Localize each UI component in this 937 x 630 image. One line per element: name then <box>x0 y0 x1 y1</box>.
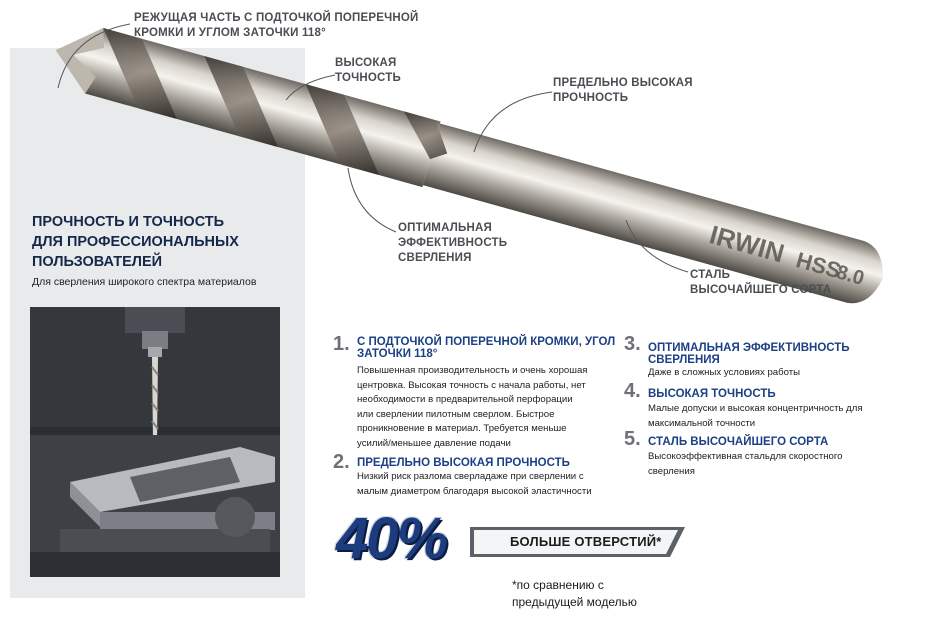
feature-3 <box>624 334 924 382</box>
feature-description: Низкий риск разлома сверладаже при сверлении с малым диаметром благодаря высокой эластичности <box>357 471 592 497</box>
feature-title: ПРЕДЕЛЬНО ВЫСОКАЯ ПРОЧНОСТЬ <box>357 457 570 469</box>
feature-number: 5. <box>624 428 641 450</box>
drill-size-marking: 8.0 <box>833 261 867 290</box>
callout-top-steel: СТАЛЬ ВЫСОЧАЙШЕГО СОРТА <box>690 269 832 296</box>
feature-description: Повышенная производительность и очень хорошая центровка. Высокая точность с начала работы, нет необходимости в предварительной перфорации или сверлении пилотным сверлом. Быстрое проникновение в материал. Требуется меньше усилий/меньшее давление подачи <box>357 365 588 449</box>
feature-title: СТАЛЬ ВЫСОЧАЙШЕГО СОРТА <box>648 436 829 448</box>
feature-title: С ПОДТОЧКОЙ ПОПЕРЕЧНОЙ КРОМКИ, УГОЛ ЗАТОЧКИ 118° <box>357 336 616 360</box>
feature-1 <box>333 334 623 449</box>
feature-description: Даже в сложных условиях работы <box>648 367 801 378</box>
feature-number: 2. <box>333 451 350 473</box>
left-subheading: Для сверления широкого спектра материалов <box>32 276 257 288</box>
drill-grade-marking: HSS <box>793 247 844 284</box>
feature-title: ОПТИМАЛЬНАЯ ЭФФЕКТИВНОСТЬ СВЕРЛЕНИЯ <box>648 342 850 366</box>
callout-high-accuracy: ВЫСОКАЯ ТОЧНОСТЬ <box>335 57 401 84</box>
drill-brand-marking: IRWIN <box>706 219 788 269</box>
feature-description: Высокоэффективная стальдля скоростного сверления <box>648 451 843 477</box>
feature-number: 3. <box>624 333 641 355</box>
feature-number: 1. <box>333 333 350 355</box>
feature-4 <box>624 381 924 429</box>
callout-max-strength: ПРЕДЕЛЬНО ВЫСОКАЯ ПРОЧНОСТЬ <box>553 77 693 104</box>
left-heading: ПРОЧНОСТЬ И ТОЧНОСТЬ ДЛЯ ПРОФЕССИОНАЛЬНЫХ ПОЛЬЗОВАТЕЛЕЙ <box>32 214 239 270</box>
feature-number: 4. <box>624 380 641 402</box>
feature-5 <box>624 429 924 479</box>
feature-2 <box>333 452 623 502</box>
drill-press-photo <box>30 307 280 577</box>
percent-value: 40% <box>336 506 447 571</box>
feature-description: Малые допуски и высокая концентричность для максимальной точности <box>648 403 863 429</box>
banner-label: БОЛЬШЕ ОТВЕРСТИЙ* <box>510 534 662 549</box>
feature-title: ВЫСОКАЯ ТОЧНОСТЬ <box>648 388 776 400</box>
callout-optimal-efficiency: ОПТИМАЛЬНАЯ ЭФФЕКТИВНОСТЬ СВЕРЛЕНИЯ <box>398 222 508 264</box>
banner-footnote: *по сравнению с предыдущей моделью <box>512 578 637 609</box>
percent-banner <box>330 505 690 575</box>
callout-cutting-edge: РЕЖУЩАЯ ЧАСТЬ С ПОДТОЧКОЙ ПОПЕРЕЧНОЙ КРОМКИ И УГЛОМ ЗАТОЧКИ 118° <box>134 12 419 39</box>
